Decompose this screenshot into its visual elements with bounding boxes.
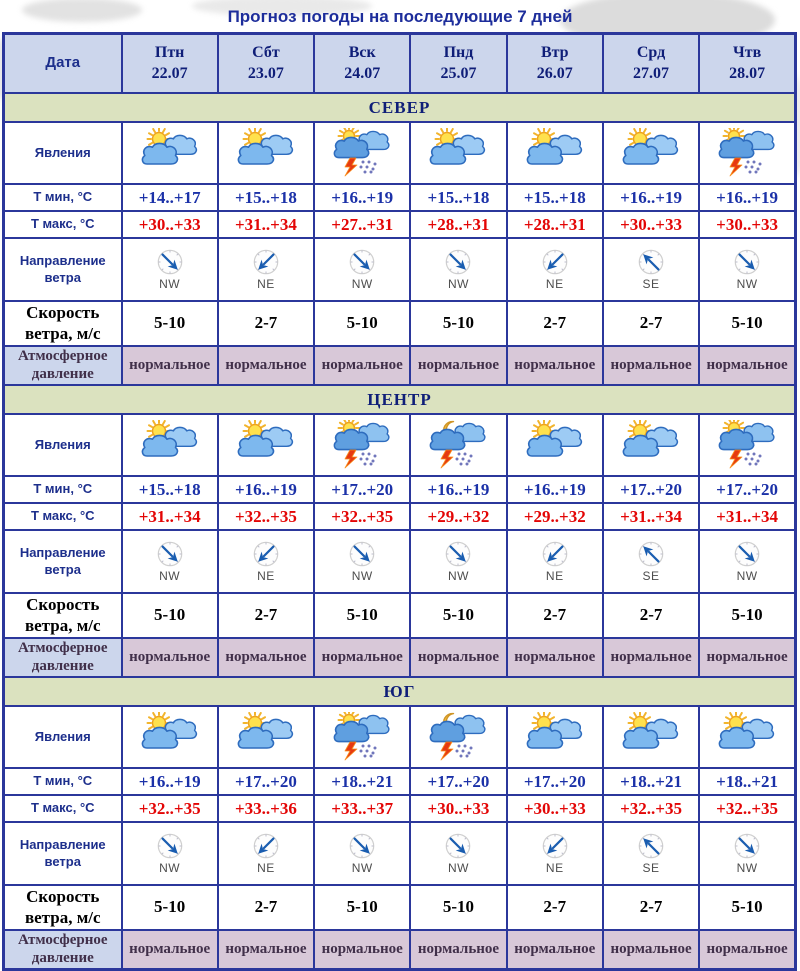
temp-max-cell: +28..+31 (507, 211, 603, 238)
temp-max-cell: +33..+36 (218, 795, 314, 822)
temp-min-cell: +17..+20 (603, 476, 699, 503)
weather-cell (603, 122, 699, 184)
wind-direction-cell (122, 822, 218, 885)
wind-direction-label: NW (736, 568, 758, 583)
pressure-cell: нормальное (699, 930, 795, 970)
temp-min-cell: +18..+21 (314, 768, 410, 795)
wind-speed-cell: 2-7 (507, 885, 603, 930)
weather-cell (218, 414, 314, 476)
wind-direction-label: NE (257, 860, 275, 875)
wind-direction-cell (507, 238, 603, 301)
wind-direction-cell (314, 238, 410, 301)
wind-direction-cell (122, 238, 218, 301)
day-date: 25.07 (440, 64, 477, 82)
pressure-cell: нормальное (314, 638, 410, 678)
temp-min-cell: +14..+17 (122, 184, 218, 211)
row-label-pressure: Атмосферное давление (4, 638, 122, 678)
wind-direction-cell (410, 238, 506, 301)
section-header (4, 677, 796, 706)
row-label-tmin: Т мин, °С (4, 184, 122, 211)
day-header-cell (218, 34, 314, 94)
partly-cloudy-icon (619, 420, 683, 470)
weather-cell (410, 706, 506, 768)
wind-direction-cell (699, 822, 795, 885)
day-header-cell (122, 34, 218, 94)
wind-direction-label: NW (447, 860, 469, 875)
temp-max-cell: +32..+35 (218, 503, 314, 530)
wind-direction-cell (410, 822, 506, 885)
temp-max-cell: +31..+34 (699, 503, 795, 530)
weather-cell (314, 414, 410, 476)
temp-max-cell: +30..+33 (122, 211, 218, 238)
day-name: Птн (154, 43, 185, 61)
wind-direction-label: NW (159, 276, 181, 291)
wind-direction-cell (699, 238, 795, 301)
wind-direction-cell (507, 530, 603, 593)
thunderstorm-icon (715, 420, 779, 470)
wind-direction-label: NW (351, 568, 373, 583)
wind-speed-cell: 5-10 (314, 593, 410, 638)
temp-max-cell: +29..+32 (507, 503, 603, 530)
weather-cell (122, 414, 218, 476)
day-name: Вск (348, 43, 376, 61)
temp-max-cell: +29..+32 (410, 503, 506, 530)
temp-min-cell: +17..+20 (218, 768, 314, 795)
wind-compass-icon (540, 833, 570, 860)
weather-cell (314, 706, 410, 768)
partly-cloudy-icon (234, 128, 298, 178)
row-label-wind-speed: Скорость ветра, м/с (4, 301, 122, 346)
partly-cloudy-icon (234, 712, 298, 762)
weather-cell (507, 414, 603, 476)
temp-min-cell: +15..+18 (410, 184, 506, 211)
temp-max-cell: +32..+35 (699, 795, 795, 822)
partly-cloudy-icon (138, 128, 202, 178)
pressure-cell: нормальное (603, 346, 699, 386)
wind-speed-cell: 2-7 (218, 885, 314, 930)
temp-min-cell: +16..+19 (699, 184, 795, 211)
temp-min-cell: +15..+18 (122, 476, 218, 503)
weather-cell (122, 706, 218, 768)
pressure-cell: нормальное (603, 930, 699, 970)
weather-cell (699, 414, 795, 476)
row-label-phenomena: Явления (4, 414, 122, 476)
day-date: 28.07 (729, 64, 766, 82)
wind-compass-icon (347, 541, 377, 568)
day-name: Сбт (252, 43, 280, 61)
temp-max-cell: +31..+34 (603, 503, 699, 530)
temp-min-cell: +15..+18 (507, 184, 603, 211)
day-header-cell (699, 34, 795, 94)
temp-min-cell: +16..+19 (314, 184, 410, 211)
pressure-cell: нормальное (314, 930, 410, 970)
day-date: 26.07 (536, 64, 573, 82)
wind-direction-label: NW (159, 860, 181, 875)
partly-cloudy-icon (523, 420, 587, 470)
wind-compass-icon (251, 833, 281, 860)
wind-speed-cell: 5-10 (314, 301, 410, 346)
pressure-cell: нормальное (507, 638, 603, 678)
temp-min-cell: +16..+19 (603, 184, 699, 211)
temp-max-cell: +30..+33 (507, 795, 603, 822)
day-name: Срд (636, 43, 666, 61)
wind-compass-icon (155, 541, 185, 568)
pressure-cell: нормальное (122, 930, 218, 970)
wind-direction-cell (122, 530, 218, 593)
wind-compass-icon (155, 833, 185, 860)
wind-speed-cell: 5-10 (314, 885, 410, 930)
pressure-cell: нормальное (314, 346, 410, 386)
weather-cell (507, 122, 603, 184)
row-label-tmin: Т мин, °С (4, 768, 122, 795)
partly-cloudy-icon (619, 712, 683, 762)
wind-compass-icon (443, 833, 473, 860)
pressure-cell: нормальное (699, 346, 795, 386)
wind-speed-cell: 2-7 (603, 885, 699, 930)
wind-direction-label: NW (351, 276, 373, 291)
row-label-wind-direction: Направление ветра (4, 238, 122, 301)
wind-direction-label: SE (642, 276, 660, 291)
day-header-cell (507, 34, 603, 94)
temp-min-cell: +17..+20 (507, 768, 603, 795)
temp-min-cell: +16..+19 (507, 476, 603, 503)
wind-compass-icon (347, 833, 377, 860)
wind-speed-cell: 2-7 (507, 593, 603, 638)
thunderstorm-icon (330, 420, 394, 470)
wind-speed-cell: 5-10 (699, 593, 795, 638)
wind-speed-cell: 5-10 (699, 301, 795, 346)
wind-compass-icon (443, 541, 473, 568)
weather-cell (699, 706, 795, 768)
pressure-cell: нормальное (410, 346, 506, 386)
row-label-wind-direction: Направление ветра (4, 530, 122, 593)
section-title: ЮГ (383, 681, 416, 701)
wind-compass-icon (636, 249, 666, 276)
pressure-cell: нормальное (699, 638, 795, 678)
day-header-cell (410, 34, 506, 94)
temp-max-cell: +30..+33 (699, 211, 795, 238)
wind-compass-icon (732, 541, 762, 568)
wind-speed-cell: 2-7 (218, 593, 314, 638)
partly-cloudy-icon (138, 420, 202, 470)
temp-min-cell: +16..+19 (410, 476, 506, 503)
pressure-cell: нормальное (122, 638, 218, 678)
weather-cell (410, 122, 506, 184)
pressure-cell: нормальное (507, 930, 603, 970)
wind-direction-label: NW (351, 860, 373, 875)
wind-direction-cell (218, 238, 314, 301)
temp-max-cell: +28..+31 (410, 211, 506, 238)
wind-compass-icon (251, 249, 281, 276)
row-label-phenomena: Явления (4, 122, 122, 184)
wind-direction-cell (314, 530, 410, 593)
wind-direction-cell (603, 238, 699, 301)
wind-speed-cell: 5-10 (699, 885, 795, 930)
wind-direction-cell (314, 822, 410, 885)
pressure-cell: нормальное (218, 930, 314, 970)
temp-max-cell: +30..+33 (603, 211, 699, 238)
partly-cloudy-icon (234, 420, 298, 470)
night-thunderstorm-icon (426, 420, 490, 470)
temp-min-cell: +17..+20 (410, 768, 506, 795)
weather-cell (410, 414, 506, 476)
section-title: СЕВЕР (368, 97, 431, 117)
wind-compass-icon (732, 249, 762, 276)
wind-compass-icon (636, 541, 666, 568)
weather-cell (314, 122, 410, 184)
weather-cell (218, 706, 314, 768)
wind-speed-cell: 5-10 (410, 301, 506, 346)
weather-cell (603, 414, 699, 476)
weather-cell (699, 122, 795, 184)
forecast-table (2, 32, 797, 971)
wind-direction-label: NW (447, 276, 469, 291)
row-label-pressure: Атмосферное давление (4, 346, 122, 386)
row-label-pressure: Атмосферное давление (4, 930, 122, 970)
temp-min-cell: +16..+19 (122, 768, 218, 795)
wind-compass-icon (347, 249, 377, 276)
temp-min-cell: +15..+18 (218, 184, 314, 211)
partly-cloudy-icon (426, 128, 490, 178)
temp-max-cell: +27..+31 (314, 211, 410, 238)
row-label-tmax: Т макс, °С (4, 503, 122, 530)
partly-cloudy-icon (138, 712, 202, 762)
wind-compass-icon (443, 249, 473, 276)
day-name: Пнд (443, 43, 474, 61)
day-name: Втр (540, 43, 569, 61)
wind-speed-cell: 2-7 (507, 301, 603, 346)
day-date: 24.07 (344, 64, 381, 82)
temp-min-cell: +18..+21 (603, 768, 699, 795)
row-label-tmax: Т макс, °С (4, 211, 122, 238)
partly-cloudy-icon (619, 128, 683, 178)
section-title: ЦЕНТР (367, 389, 432, 409)
wind-speed-cell: 5-10 (122, 885, 218, 930)
pressure-cell: нормальное (218, 346, 314, 386)
wind-direction-label: NW (736, 860, 758, 875)
weather-cell (507, 706, 603, 768)
wind-speed-cell: 5-10 (122, 593, 218, 638)
wind-speed-cell: 2-7 (603, 301, 699, 346)
pressure-cell: нормальное (410, 930, 506, 970)
wind-compass-icon (636, 833, 666, 860)
wind-direction-label: SE (642, 568, 660, 583)
temp-max-cell: +32..+35 (314, 503, 410, 530)
wind-direction-cell (603, 530, 699, 593)
day-date: 22.07 (151, 64, 188, 82)
row-label-tmax: Т макс, °С (4, 795, 122, 822)
wind-speed-cell: 5-10 (122, 301, 218, 346)
day-date: 23.07 (247, 64, 284, 82)
forecast-table-body (4, 34, 796, 970)
wind-direction-label: NE (545, 568, 564, 583)
day-header-cell (314, 34, 410, 94)
wind-direction-label: NE (545, 860, 564, 875)
temp-max-cell: +32..+35 (603, 795, 699, 822)
weather-cell (122, 122, 218, 184)
pressure-cell: нормальное (122, 346, 218, 386)
partly-cloudy-icon (715, 712, 779, 762)
wind-direction-label: NW (159, 568, 181, 583)
partly-cloudy-icon (523, 128, 587, 178)
day-date: 27.07 (633, 64, 670, 82)
wind-direction-cell (699, 530, 795, 593)
date-header-cell (4, 34, 122, 94)
wind-compass-icon (155, 249, 185, 276)
thunderstorm-icon (330, 128, 394, 178)
temp-min-cell: +17..+20 (314, 476, 410, 503)
pressure-cell: нормальное (410, 638, 506, 678)
wind-direction-cell (507, 822, 603, 885)
temp-max-cell: +30..+33 (410, 795, 506, 822)
row-label-tmin: Т мин, °С (4, 476, 122, 503)
wind-compass-icon (251, 541, 281, 568)
pressure-cell: нормальное (218, 638, 314, 678)
temp-min-cell: +18..+21 (699, 768, 795, 795)
temp-max-cell: +31..+34 (218, 211, 314, 238)
wind-compass-icon (540, 541, 570, 568)
night-thunderstorm-icon (426, 712, 490, 762)
day-header-cell (603, 34, 699, 94)
pressure-cell: нормальное (603, 638, 699, 678)
row-label-wind-speed: Скорость ветра, м/с (4, 593, 122, 638)
temp-max-cell: +33..+37 (314, 795, 410, 822)
wind-direction-label: NE (257, 276, 275, 291)
day-name: Чтв (732, 43, 762, 61)
date-header-label: Дата (45, 54, 81, 72)
wind-direction-label: NE (545, 276, 564, 291)
temp-max-cell: +32..+35 (122, 795, 218, 822)
temp-min-cell: +17..+20 (699, 476, 795, 503)
temp-max-cell: +31..+34 (122, 503, 218, 530)
temp-min-cell: +16..+19 (218, 476, 314, 503)
section-header (4, 93, 796, 122)
wind-direction-label: NW (736, 276, 758, 291)
wind-direction-cell (603, 822, 699, 885)
wind-direction-label: SE (642, 860, 660, 875)
wind-direction-cell (218, 530, 314, 593)
wind-speed-cell: 5-10 (410, 593, 506, 638)
thunderstorm-icon (330, 712, 394, 762)
weather-cell (603, 706, 699, 768)
wind-direction-label: NW (447, 568, 469, 583)
section-header (4, 385, 796, 414)
row-label-wind-speed: Скорость ветра, м/с (4, 885, 122, 930)
wind-direction-cell (218, 822, 314, 885)
wind-compass-icon (540, 249, 570, 276)
row-label-wind-direction: Направление ветра (4, 822, 122, 885)
pressure-cell: нормальное (507, 346, 603, 386)
wind-direction-label: NE (257, 568, 275, 583)
thunderstorm-icon (715, 128, 779, 178)
weather-cell (218, 122, 314, 184)
wind-speed-cell: 2-7 (603, 593, 699, 638)
wind-direction-cell (410, 530, 506, 593)
wind-speed-cell: 5-10 (410, 885, 506, 930)
partly-cloudy-icon (523, 712, 587, 762)
wind-compass-icon (732, 833, 762, 860)
page-title: Прогноз погоды на последующие 7 дней (227, 7, 573, 26)
wind-speed-cell: 2-7 (218, 301, 314, 346)
row-label-phenomena: Явления (4, 706, 122, 768)
